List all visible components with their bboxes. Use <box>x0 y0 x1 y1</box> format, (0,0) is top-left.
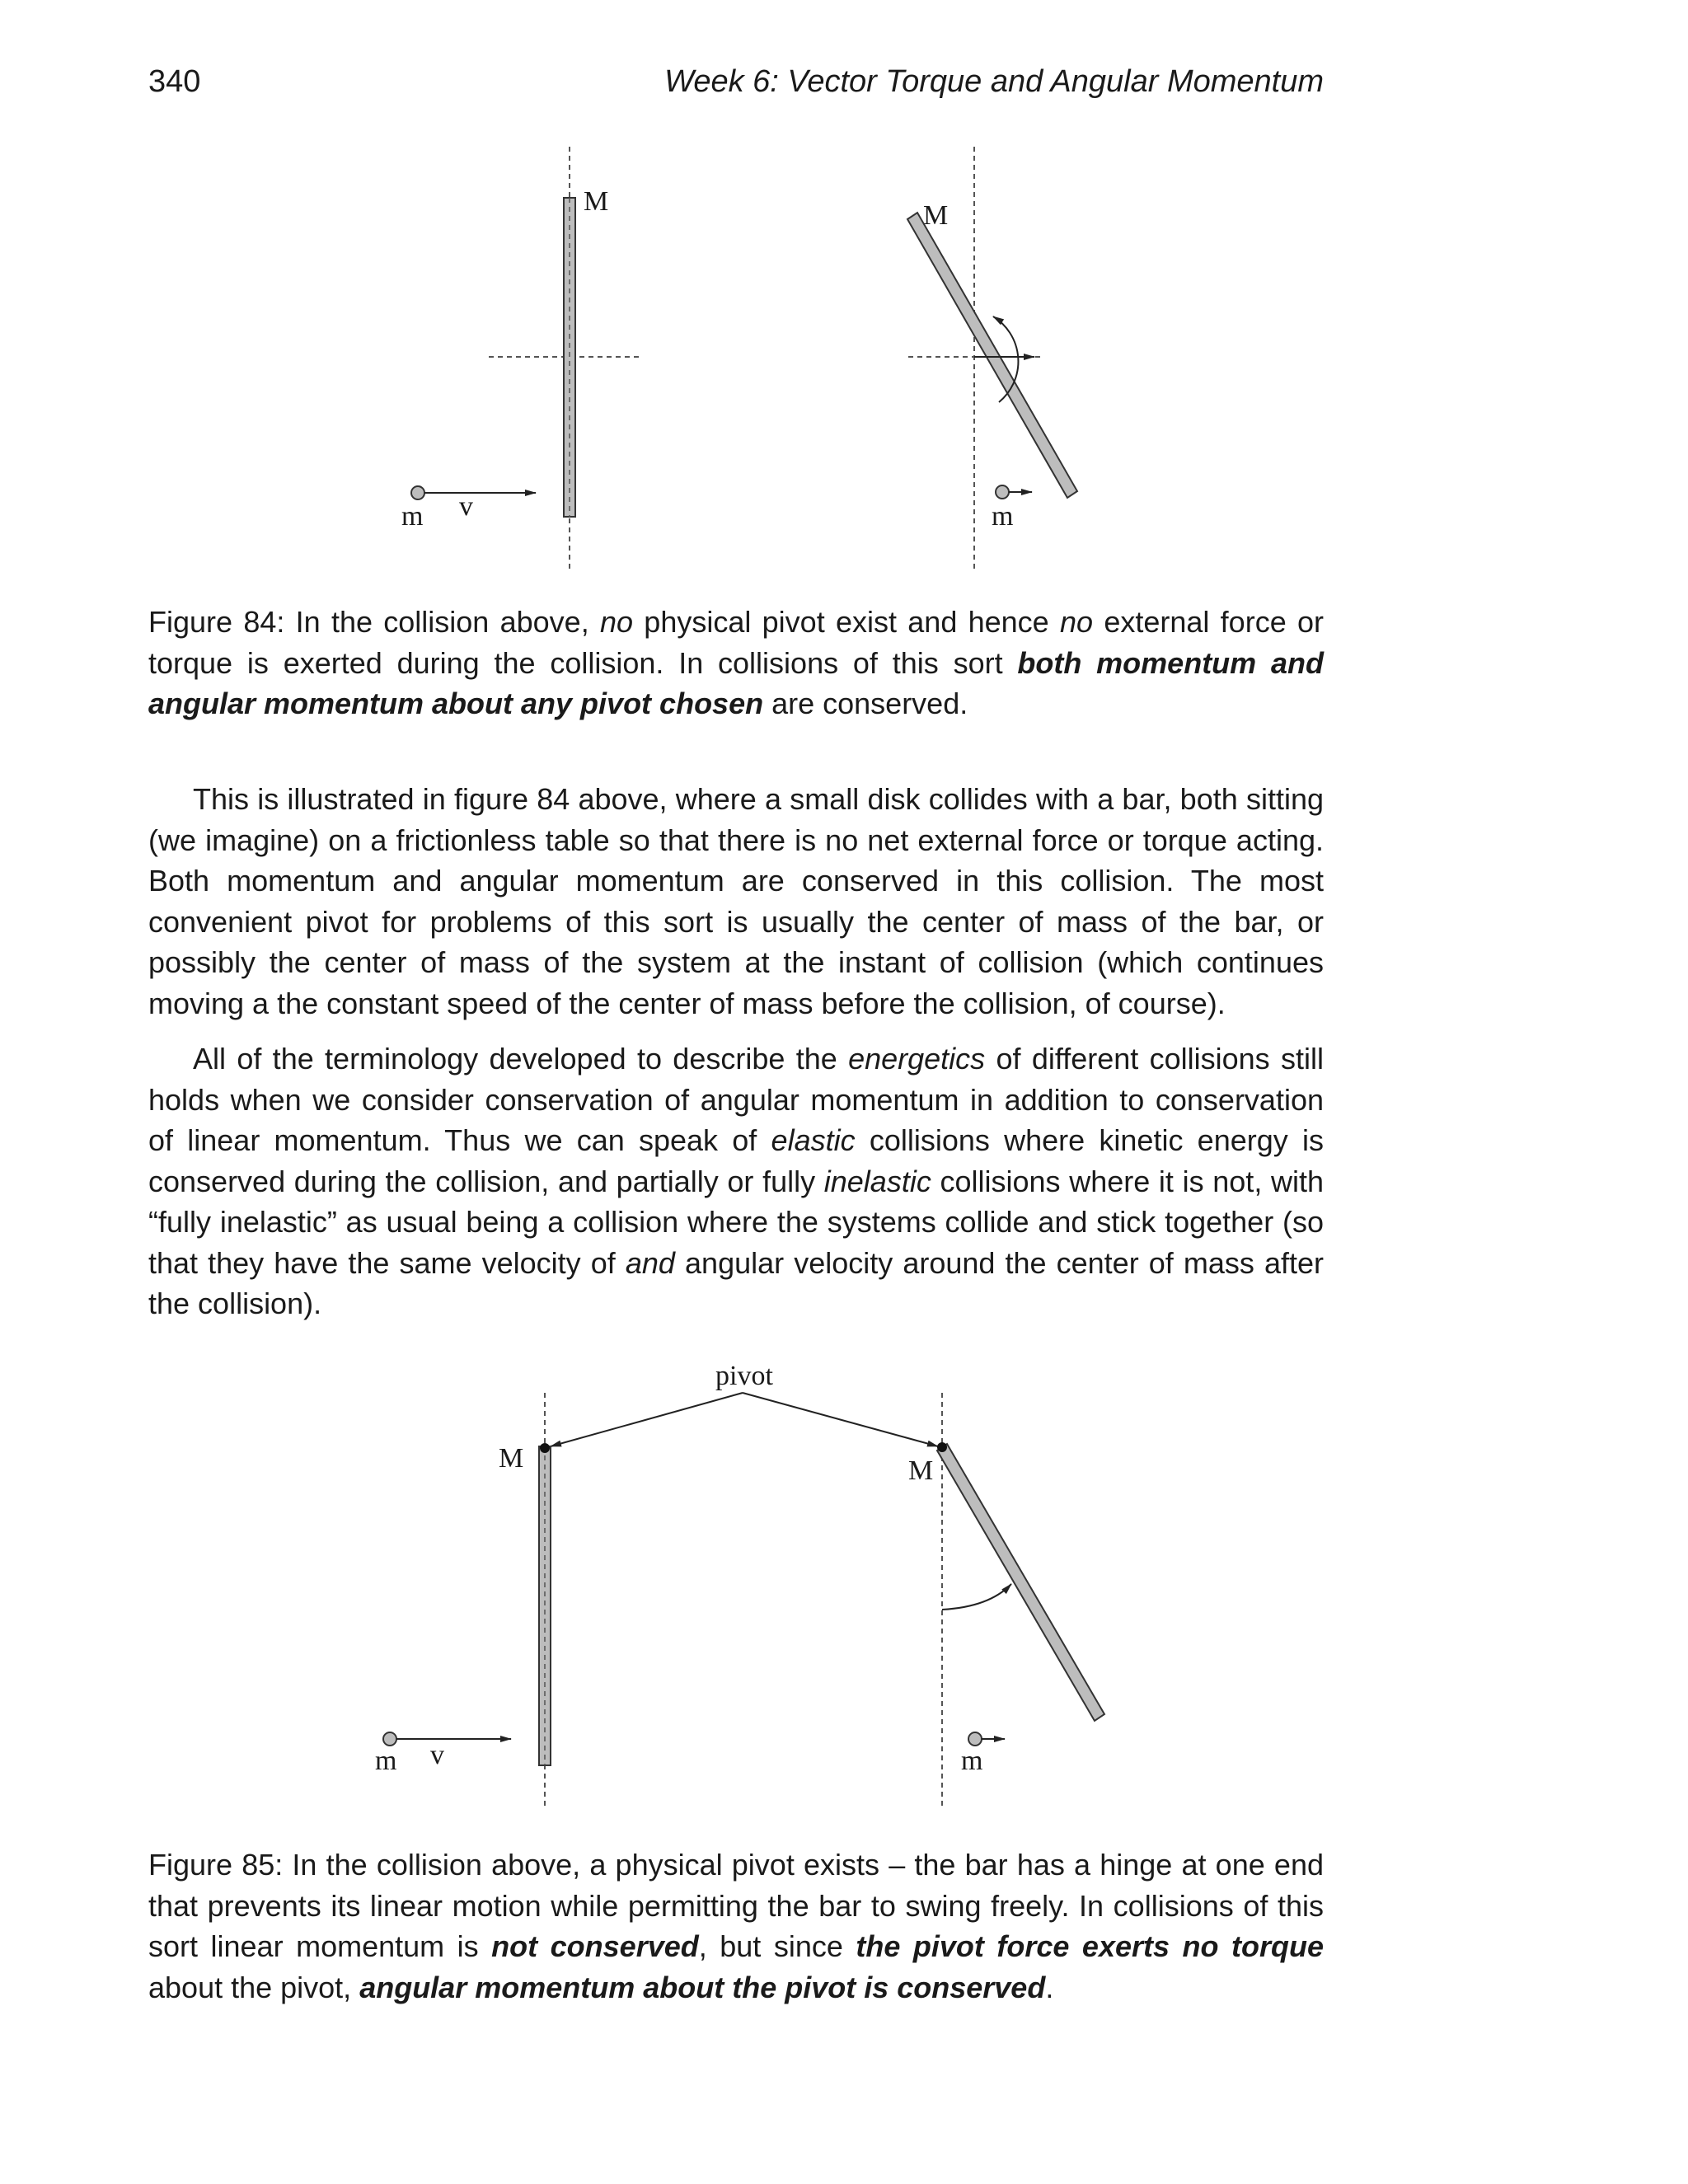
pivot-pointer-right <box>743 1393 938 1446</box>
pivot-label: pivot <box>715 1361 773 1391</box>
left-bar-mass-label: M <box>499 1443 524 1474</box>
right-bar-mass-label: M <box>908 1455 934 1486</box>
left-velocity-label: v <box>430 1740 444 1770</box>
page-number: 340 <box>148 64 201 99</box>
left-bar-mass-label: M <box>584 186 609 217</box>
right-bar <box>907 213 1077 498</box>
paragraph-1: This is illustrated in figure 84 above, where a small disk collides with a bar, both sitting (we imagine) on a frictionless table so that there is no net external force or torque acting. Both momentum and angular momentum are conserved in this collision. The most convenient pivot for problems of this sort is usually the center of mass of the bar, or possibly the center of mass of the system at the instant of collision (which continues moving a the constant speed of the center of mass before the collision, of course). <box>148 782 1324 1020</box>
pivot-pointer-left <box>551 1393 743 1446</box>
paragraph-2: All of the terminology developed to describe the energetics of different collisions still holds when we consider conservation of angular momentum in addition to conservation of linear momentum. Thus we can speak of elastic collisions where kinetic energy is conserved during the collision, and partially or fully inelastic collisions where it is not, with “fully inelastic” as usual being a collision where the systems collide and stick together (so that they have the same velocity of and angular velocity around the center of mass after the collision). <box>148 1042 1325 1320</box>
body-text <box>148 779 1324 1339</box>
running-title: Week 6: Vector Torque and Angular Momentum <box>664 64 1324 99</box>
left-velocity-label: v <box>459 491 473 522</box>
left-disk <box>411 486 424 499</box>
right-bar-mass-label: M <box>923 200 949 231</box>
figure-84-caption: Figure 84: In the collision above, no physical pivot exist and hence no external force or torque is exerted during the collision. In collisions of this sort both momentum and angular momentum about any pivot chosen are conserved. <box>148 605 1325 720</box>
left-disk <box>383 1732 396 1746</box>
figure-85-caption: Figure 85: In the collision above, a physical pivot exists – the bar has a hinge at one end that prevents its linear motion while permitting the bar to swing freely. In collisions of this sort linear momentum is not conserved, but since the pivot force exerts no torque about the pivot, angular momentum about the pivot is conserved. <box>148 1848 1325 2004</box>
right-disk <box>968 1732 982 1746</box>
right-disk <box>996 485 1009 499</box>
figure-85-diagram <box>0 1352 1688 1821</box>
swing-angle-arc <box>942 1584 1011 1610</box>
left-disk-mass-label: m <box>401 501 424 532</box>
right-pivot-hinge <box>937 1442 947 1452</box>
left-pivot-hinge <box>540 1443 550 1453</box>
right-bar <box>937 1444 1104 1721</box>
right-disk-mass-label: m <box>961 1746 983 1776</box>
figure-84-diagram <box>0 132 1688 593</box>
right-disk-mass-label: m <box>992 501 1014 532</box>
left-disk-mass-label: m <box>375 1746 397 1776</box>
